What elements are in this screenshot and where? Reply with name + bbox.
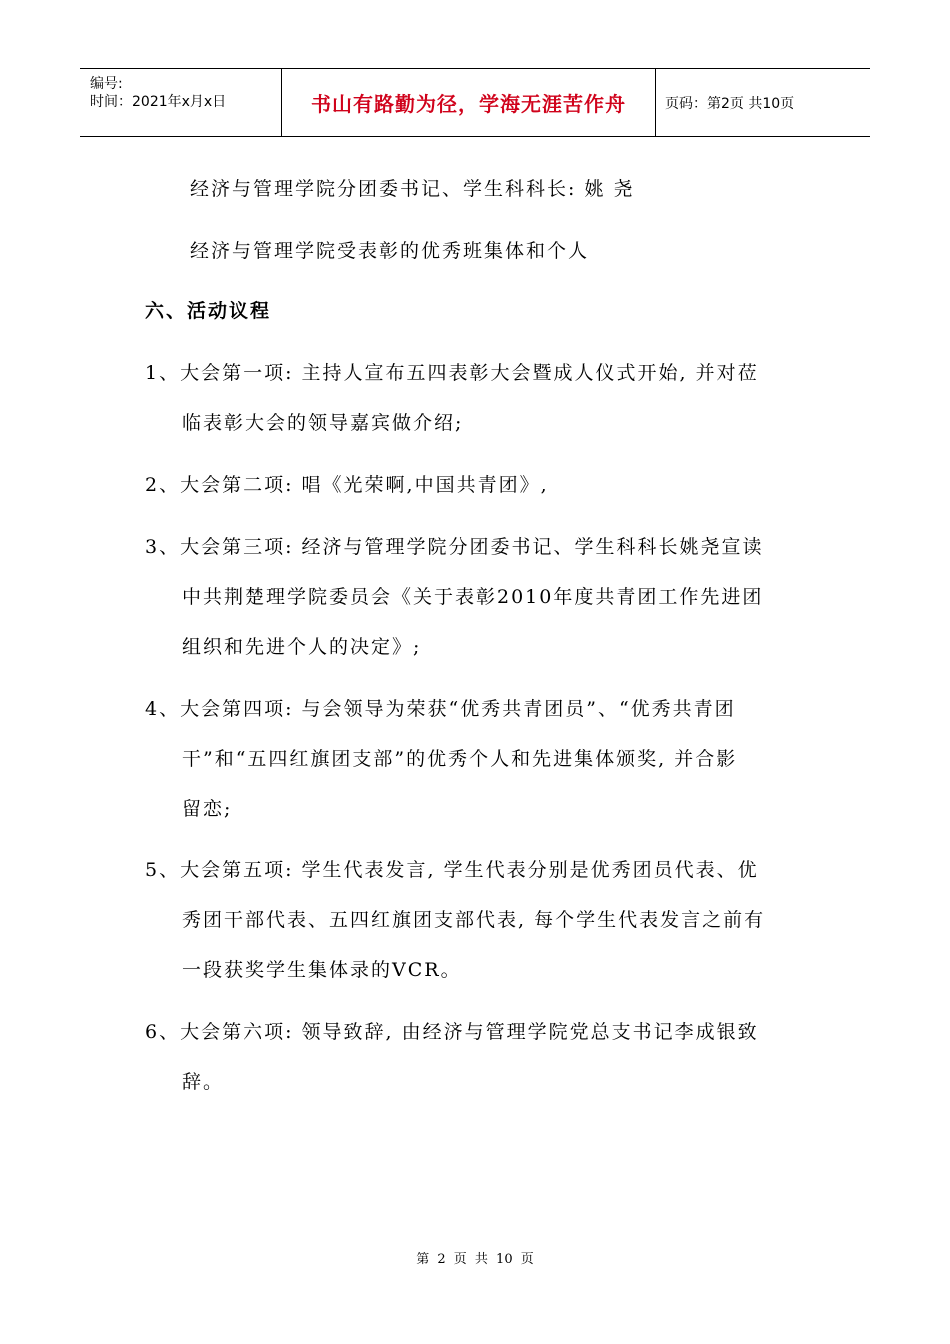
agenda-item-5: 5、大会第五项: 学生代表发言, 学生代表分别是优秀团员代表、优 (145, 859, 759, 881)
agenda-item-5-cont-2: 一段获奖学生集体录的VCR。 (182, 959, 462, 981)
agenda-item-3: 3、大会第三项: 经济与管理学院分团委书记、学生科科长姚尧宣读 (145, 536, 764, 558)
page-footer: 第 2 页 共 10 页 (416, 1252, 534, 1267)
agenda-item-1: 1、大会第一项: 主持人宣布五四表彰大会暨成人仪式开始, 并对莅 (145, 362, 759, 384)
number-label: 编号: (90, 76, 123, 92)
agenda-item-5-cont-1: 秀团干部代表、五四红旗团支部代表, 每个学生代表发言之前有 (182, 909, 766, 931)
agenda-item-4-cont-2: 留恋; (182, 798, 233, 820)
document-header (80, 68, 870, 137)
agenda-item-2: 2、大会第二项: 唱《光荣啊,中国共青团》, (145, 474, 549, 496)
header-page-cell (655, 69, 870, 136)
agenda-item-3-cont-1: 中共荆楚理学院委员会《关于表彰2010年度共青团工作先进团 (182, 586, 764, 608)
attendee-line-2: 经济与管理学院受表彰的优秀班集体和个人 (190, 240, 590, 262)
agenda-item-4-cont-1: 干”和“五四红旗团支部”的优秀个人和先进集体颁奖, 并合影 (182, 748, 738, 770)
header-motto-cell (281, 69, 656, 136)
agenda-item-4: 4、大会第四项: 与会领导为荣获“优秀共青团员”、“优秀共青团 (145, 698, 736, 720)
agenda-item-6-cont: 辞。 (182, 1071, 225, 1093)
page-label: 页码：第2页 共10页 (665, 95, 795, 112)
agenda-item-6: 6、大会第六项: 领导致辞, 由经济与管理学院党总支书记李成银致 (145, 1021, 759, 1043)
section-heading: 六、活动议程 (145, 300, 272, 322)
header-meta (80, 69, 281, 136)
attendee-line-1: 经济与管理学院分团委书记、学生科科长: 姚 尧 (190, 178, 635, 200)
agenda-item-1-cont: 临表彰大会的领导嘉宾做介绍; (182, 412, 464, 434)
agenda-item-3-cont-2: 组织和先进个人的决定》; (182, 636, 422, 658)
time-label: 时间：2021年x月x日 (90, 94, 227, 110)
motto: 书山有路勤为径，学海无涯苦作舟 (311, 92, 626, 116)
